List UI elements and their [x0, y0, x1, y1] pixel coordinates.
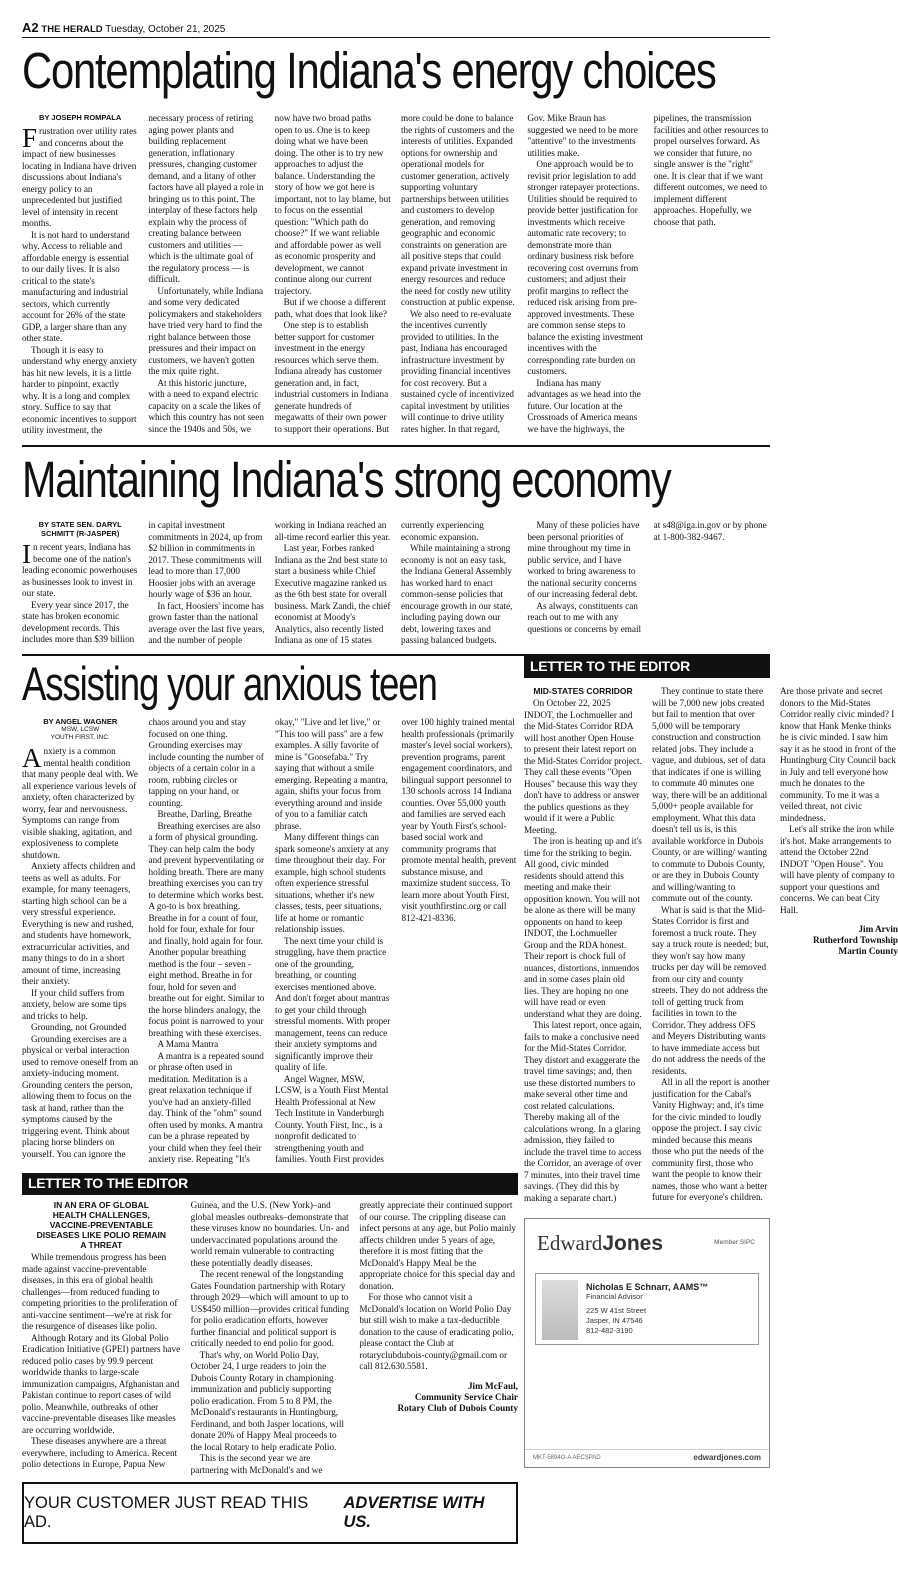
paragraph: While maintaining a strong economy is not an easy task, the Indiana General Assembly has worked hard to enact common-sense policies that encourage growth in our state, including paying down our debt, lowering taxes and passing balanced budgets.	[400, 543, 513, 645]
signature	[359, 1381, 518, 1414]
paragraph: If your child suffers from anxiety, below are some tips and tricks to help.	[22, 987, 127, 1021]
house-ad[interactable]	[22, 1482, 518, 1544]
letter-section-header: LETTER TO THE EDITOR	[22, 1173, 518, 1195]
paragraph: Last year, Forbes ranked Indiana as the 2nd best state to start a business while Chief Executive magazine ranked us as the 6th best state for overall business. Mark Zandi, the chief economist at Moody's Analytics, also recently listed Indiana as one of 15 states currently experiencing economic expansion.	[274, 520, 484, 645]
advisor-address: 225 W 41st Street	[586, 1306, 647, 1315]
edward-jones-ad[interactable]	[524, 1218, 770, 1468]
signature	[780, 924, 898, 957]
economy-byline: BY STATE SEN. DARYL SCHMITT (R-JASPER)	[38, 520, 122, 538]
teen-headline: Assisting your anxious teen	[22, 657, 437, 710]
paragraph: It is not hard to understand why. Access to reliable and affordable energy is essential to our daily lives. It is also critical to the state's manufacturing and industrial sectors, which currently account for 26% of the state GDP, a larger share than any other state.	[22, 229, 130, 343]
paragraph: All in all the report is another justification for the Cabal's Vanity Highway; and, it's time for the civic minded to loudly oppose the project. I say civic minded because this means those who put the needs of the community first, those who want the people to know their names, those who want a better future for everyone's children. Are those private and secret donors to the Mid-States Corridor really civic minded? I know that Hank Menke thinks he is civic minded. I saw him say it as he stood in front of the Huntingburg City Council back in July and tell everyone how much he donates to the community. To me it was a veiled threat, not civic mindedness.	[652, 686, 896, 1202]
house-ad-cta: ADVERTISE WITH US.	[343, 1494, 485, 1531]
issue-date: Tuesday, October 21, 2025	[105, 24, 226, 35]
paragraph: At this historic juncture, with a need to expand electric capacity on a scale the likes of which this country has not seen since the 1940s and 50s, we now have two broad paths open to us. One is to keep doing what we have been doing. The other is to try new approaches to adjust the balance. Understanding the story of how we got here is important, not to lay blame, but to focus on the essential question: "Which path do choose?" If we want reliable and affordable power as well as economic prosperity and development, we cannot continue along our current trajectory.	[148, 113, 391, 434]
polio-letter-title: IN AN ERA OF GLOBAL HEALTH CHALLENGES, VACCINE-PREVENTABLE DISEASES LIKE POLIO REMAIN A THREAT	[36, 1200, 167, 1250]
newspaper-page	[22, 20, 898, 1564]
energy-headline: Contemplating Indiana's energy choices	[22, 42, 716, 99]
economy-article	[22, 520, 770, 648]
paragraph: Angel Wagner, MSW, LCSW, is a Youth First Mental Health Professional at New Tech Institute in Vanderburgh County. Youth First, Inc., is a nonprofit dedicated to strengthening youth and families. Youth First provides over 100 highly trained mental health professionals (primarily master's level social workers), prevention programs, parent engagement coordinators, and bilingual support personnel to 130 schools across 14 Indiana counties. Over 55,000 youth and families are served each year by Youth First's school-based social work and community programs that promote mental health, prevent substance misuse, and maximize student success. To learn more about Youth First, visit youthfirstinc.org or call 812-421-8336.	[275, 717, 517, 1164]
paragraph: The next time your child is struggling, have them practice one of the grounding, breathing, or counting exercises mentioned above. And don't forget about mantras to get your child through stressful moments. With proper management, teens can reduce their anxiety symptoms and significantly improve their quality of life.	[275, 935, 391, 1072]
paragraph: These diseases anywhere are a threat everywhere, including to America. Recent polio detections in Europe, Papua New Guinea, and the U.S. (New York)–and global measles outbreaks–demonstrate that these viruses know no boundaries. Un- and undervaccinated populations around the world remain vulnerable to contracting these potentially deadly diseases.	[22, 1200, 350, 1469]
paragraph: Although Rotary and its Global Polio Eradication Initiative (GPEI) partners have reduced polio cases by 99.9 percent worldwide thanks to large-scale immunization campaigns, Afghanistan and Pakistan continue to report cases of wild polio. Meanwhile, outbreaks of other vaccine-preventable diseases like measles are occurring worldwide.	[22, 1332, 181, 1435]
signature-line: Martin County	[838, 946, 898, 956]
ad-website[interactable]: edwardjones.com	[693, 1453, 761, 1462]
paragraph: Many of these policies have been personal priorities of mine throughout my time in public service, and I have worked to bring awareness to the national security concerns of our increasing federal debt.	[527, 520, 640, 599]
advisor-role: Financial Advisor	[586, 1292, 643, 1301]
paragraph: Breathing exercises are also a form of physical grounding. They can help calm the body and prevent hyperventilating or holding breath. There are many breathing exercises you can try to determine which works best. A go-to is box breathing. Breathe in for a count of four, hold for four, exhale for four and finally, hold again for four. Another popular breathing method is the four – seven - eight method. Breathe in for four, hold for seven and breathe out for eight. Similar to the horse blinders analogy, the focus point is narrowed to your breathing with these exercises.	[148, 820, 265, 1038]
paragraph: Anxiety is a common mental health condition that many people deal with. We all experience various levels of anxiety, often characterized by worry, fear and nervousness. Symptoms can range from visible shaking, agitation, and explosiveness to complete shutdown.	[22, 743, 138, 860]
paragraph: As always, constituents can reach out to me with any questions or concerns by email at s48@iga.in.gov or by phone at 1-800-382-9467.	[527, 520, 767, 634]
signature-line: Community Service Chair	[414, 1391, 518, 1402]
economy-headline: Maintaining Indiana's strong economy	[22, 451, 671, 508]
paragraph: Though it is easy to understand why energy anxiety has hit new levels, it is a little harder to pinpoint, exactly why. It is a long and complex story. Suffice to say that economic incentives to support utility investment, the necessary process of retiring aging power plants and building replacement generation, inflationary pressures, changing customer demand, and a litany of other factors have all played a role in bringing us to this point. The interplay of these factors help explain why the process of creating balance between customers and utilities — which is the ultimate goal of the regulatory process — is difficult.	[22, 113, 264, 435]
advisor-phone: 812-482-3190	[586, 1326, 633, 1335]
paragraph: Indiana has many advantages as we head into the future. Our location at the Crossroads of America means we have the highways, the pipelines, the transmission facilities and other resources to propel ourselves forward. As we consider that future, no single answer is the "right" one. It is clear that if we want different outcomes, we need to implement different approaches. Hopefully, we choose that path.	[527, 113, 769, 434]
energy-article	[22, 113, 770, 439]
house-ad-text: YOUR CUSTOMER JUST READ THIS AD.	[24, 1494, 309, 1531]
paragraph: One step is to establish better support for customer investment in the energy resources which serve them. Indiana already has customer generation and, in fact, industrial customers in Indiana generate hundreds of megawatts of their own power to support their operations. But more could be done to balance the rights of customers and the interests of utilities. Expanded options for ownership and operational models for customer generation, actively supporting voluntary partnerships between utilities and customers to develop generation, and removing geographic and economic constraints on generation are all positive steps that could expand private investment in energy resources and reduce the need for costly new utility construction at public expense.	[274, 113, 515, 434]
paragraph: They continue to state there will be 7,000 new jobs created but fail to mention that over 5,000 will be temporary construction and construction related jobs. They include a vague, and dubious, set of data that indicates if one is willing to commute 40 minutes one way, there will be an additional 5,000+ people available for employment. What this data doesn't tell us is, is this available workforce in Dubois County, or are willing/ wanting to commute to Dubois County, or are they in Dubois County and willing/wanting to commute out of the county.	[652, 686, 768, 903]
paragraph: Anxiety affects children and teens as well as adults. For example, for many teenagers, starting high school can be a very stressful experience. Everything is new and rushed, and students have homework, extracurricular activities, and many things to do in a short amount of time, increasing their anxiety.	[22, 861, 136, 986]
paragraph: In recent years, Indiana has become one of the nation's leading economic powerhouses as businesses look to invest in our state.	[22, 539, 138, 598]
paragraph: The recent renewal of the longstanding Gates Foundation partnership with Rotary through 2029—which will amount to up to US$450 million—provides critical funding for polio eradication efforts, however further financial and political support is critically needed to end polio for good.	[190, 1269, 350, 1348]
paragraph: Unfortunately, while Indiana and some very dedicated policymakers and stakeholders have tried very hard to find the right balance between those pressures and their impact on customers, we haven't gotten the mix quite right.	[148, 285, 264, 376]
paragraph: This latest report, once again, fails to make a conclusive need for the Mid-States Corridor. They distort and exaggerate the travel time savings; and, then use these distorted numbers to make several other time and cost related calculations. Thereby making all of the calculations wrong. In a glaring admission, they failed to include the travel time to access the Corridor, an average of over 7 minutes, into their travel time savings. (They did this by making a separate chart.)	[524, 1020, 642, 1203]
paragraph: Grounding, not Grounded	[31, 1022, 127, 1032]
paragraph: A Mama Mantra	[157, 1039, 219, 1049]
page-number: A2	[22, 20, 39, 35]
paragraph: The iron is heating up and it's time for the striking to begin. All good, civic minded residents should attend this meeting and make their opposition known. You will not be alone as there will be many opponents on hand to keep INDOT, the Lochmueller Group and the RDA honest. Their report is chock full of nuances, distortions, innuendos and in some cases plain old lies. They are hoping no one will have read or even understand what they are doing.	[524, 836, 642, 1019]
paragraph: On October 22, 2025 INDOT, the Lochmueller and the Mid-States Corridor RDA will host another Open House to present their latest report on the Mid-States Corridor project. They call these events "Open Houses" because this way they don't have to address or answer the publics questions as they would if it were a Public Meeting.	[524, 698, 642, 835]
divider	[22, 445, 770, 447]
signature-line: Jim McFaul,	[467, 1380, 518, 1391]
energy-byline: BY JOSEPH ROMPALA	[39, 113, 122, 122]
paragraph: Grounding exercises are a physical or verbal interaction used to remove oneself from an anxiety-inducing moment. Grounding centers the person, allowing them to focus on the task at hand, rather than the symptoms caused by the triggering event. Think about placing horse blinders on yourself. You can ignore the chaos around you and stay focused on one thing. Grounding exercises may include counting the number of objects of a certain color in a room, rubbing circles or tapping on your hand, or counting.	[22, 717, 264, 1159]
mid-states-letter	[524, 686, 898, 1212]
signature-line: Rutherford Township	[812, 935, 898, 945]
teen-article	[22, 717, 518, 1167]
advisor-card	[535, 1273, 759, 1345]
advisor-photo	[542, 1280, 578, 1340]
ad-code: MKT-5894O-A AECSPAD	[533, 1455, 601, 1461]
paragraph: A mantra is a repeated sound or phrase often used in meditation. Meditation is a great relaxation technique if you've had an anxiety-filled day. Think of the "ohm" sound often used by monks. A mantra can be a phrase repeated by your child when they feel their anxiety rise. Repeating "It's okay," "Live and let live," or "This too will pass" are a few examples. A silly favorite of mine is "Goosefaba." Try saying that without a smile emerging. Repeating a mantra, again, shifts your focus from everything around and inside of you to a familiar catch phrase.	[148, 717, 388, 1164]
paragraph: For those who cannot visit a McDonald's location on World Polio Day but still wish to make a tax-deductible donation to the cause of eradicating polio, please contact the Club at rotaryclubdubois-county@gmail.com or call 812.630.5581.	[359, 1292, 514, 1371]
signature-line: Jim Arvin	[858, 924, 898, 934]
paragraph: One approach would be to revisit prior legislation to add stronger ratepayer protections. Utilities should be required to provide better justification for investments which receive automatic rate recovery; to demonstrate more than ordinary business risk before recovering cost overruns from customers; and adjust their profit margins to reflect the reduced risk arising from pre-approved investments. These are common sense steps to balance the existing investment incentives with the corresponding rate burden on customers.	[527, 159, 643, 376]
signature-line: Rotary Club of Dubois County	[397, 1402, 518, 1413]
advisor-name: Nicholas E Schnarr, AAMS™	[586, 1282, 709, 1292]
folio	[22, 20, 770, 38]
paragraph: While tremendous progress has been made against vaccine-preventable diseases, in this era of global health challenges—from reduced funding to competing priorities to the proliferation of anti-vaccine sentiment—we're at risk for the resurgence of diseases like polio.	[22, 1252, 178, 1331]
paragraph: Breathe, Darling, Breathe	[157, 809, 252, 819]
paragraph: Let's all strike the iron while it's hot. Make arrangements to attend the October 22nd INDOT "Open House". You will have plenty of company to support your questions and concerns. We can beat City Hall.	[780, 824, 895, 915]
teen-byline-credential: MSW, LCSW	[61, 726, 100, 733]
paragraph: This is the second year we are partnering with McDonald's and we greatly appreciate their continued support of our course. The crippling disease can infect persons at any age, but Polio mainly affects children under 5 years of age, therefore it is most fitting that the McDonald's Happy Meal be the appropriate choice for this special day and donation.	[190, 1200, 516, 1475]
letter-section-header: LETTER TO THE EDITOR	[524, 656, 770, 678]
paragraph: That's why, on World Polio Day, October 24, I urge readers to join the Dubois County Rotary in championing immunization and publicly supporting polio eradication. From 5 to 8 PM, the McDonald's restaurants in Huntingburg, Ferdinand, and both Jasper locations, will donate 20% of Happy Meal proceeds to the local Rotary to help eradicate Polio.	[190, 1349, 345, 1452]
ad-footer	[525, 1449, 769, 1467]
member-sipc: Member SIPC	[714, 1239, 755, 1246]
paragraph: Frustration over utility rates and concerns about the impact of new businesses locating in Indiana have driven discussions about Indiana's energy policy to an unprecedented but justified level of intensity in recent months.	[22, 123, 137, 228]
paragraph: Every year since 2017, the state has broken economic development records. This includes more than $39 billion in capital investment commitments in 2024, up from $2 billion in commitments in 2017. These commitments will lead to more than 17,000 Hoosier jobs with an average hourly wage of $36 an hour.	[22, 520, 263, 644]
paragraph: Many different things can spark someone's anxiety at any time throughout their day. For example, high school students often experience stressful situations, whether it's new classes, tests, peer situations, life at home or romantic relationship issues.	[275, 832, 389, 934]
teen-byline-org: YOUTH FIRST, INC.	[50, 734, 110, 741]
paper-name: THE HERALD	[41, 24, 103, 35]
mid-states-letter-title: MID-STATES CORRIDOR	[533, 686, 633, 696]
edward-jones-logo: EdwardJones	[537, 1231, 664, 1255]
teen-byline: BY ANGEL WAGNER	[43, 717, 118, 726]
polio-letter	[22, 1200, 518, 1476]
paragraph: What is said is that the Mid-States Corridor is first and foremost a truck route. They say a truck route is needed; but, they won't say how many trucks per day will be removed from our city and county streets. They do not address the toll of getting truck from facilities in town to the Corridor. They address OFS and Meyers Distributing wants to have immediate access but do not address the needs of the residents.	[652, 904, 769, 1076]
paragraph: In fact, Hoosiers' income has grown faster than the national average over the last five years, and the number of people working in Indiana reached an all-time record earlier this year.	[148, 520, 391, 645]
advisor-city: Jasper, IN 47546	[586, 1316, 643, 1325]
paragraph: But if we choose a different path, what does that look like?	[274, 297, 387, 319]
paragraph: We also need to re-evaluate the incentives currently provided to utilities. In the past, Indiana has encouraged infrastructure investment by providing financial incentives for cost recovery. But a sustained cycle of incentivized capital investment by utilities will continue to drive utility rates higher. In that regard, Gov. Mike Braun has suggested we need to be more "attentive" to the investments utilities make.	[400, 113, 638, 434]
